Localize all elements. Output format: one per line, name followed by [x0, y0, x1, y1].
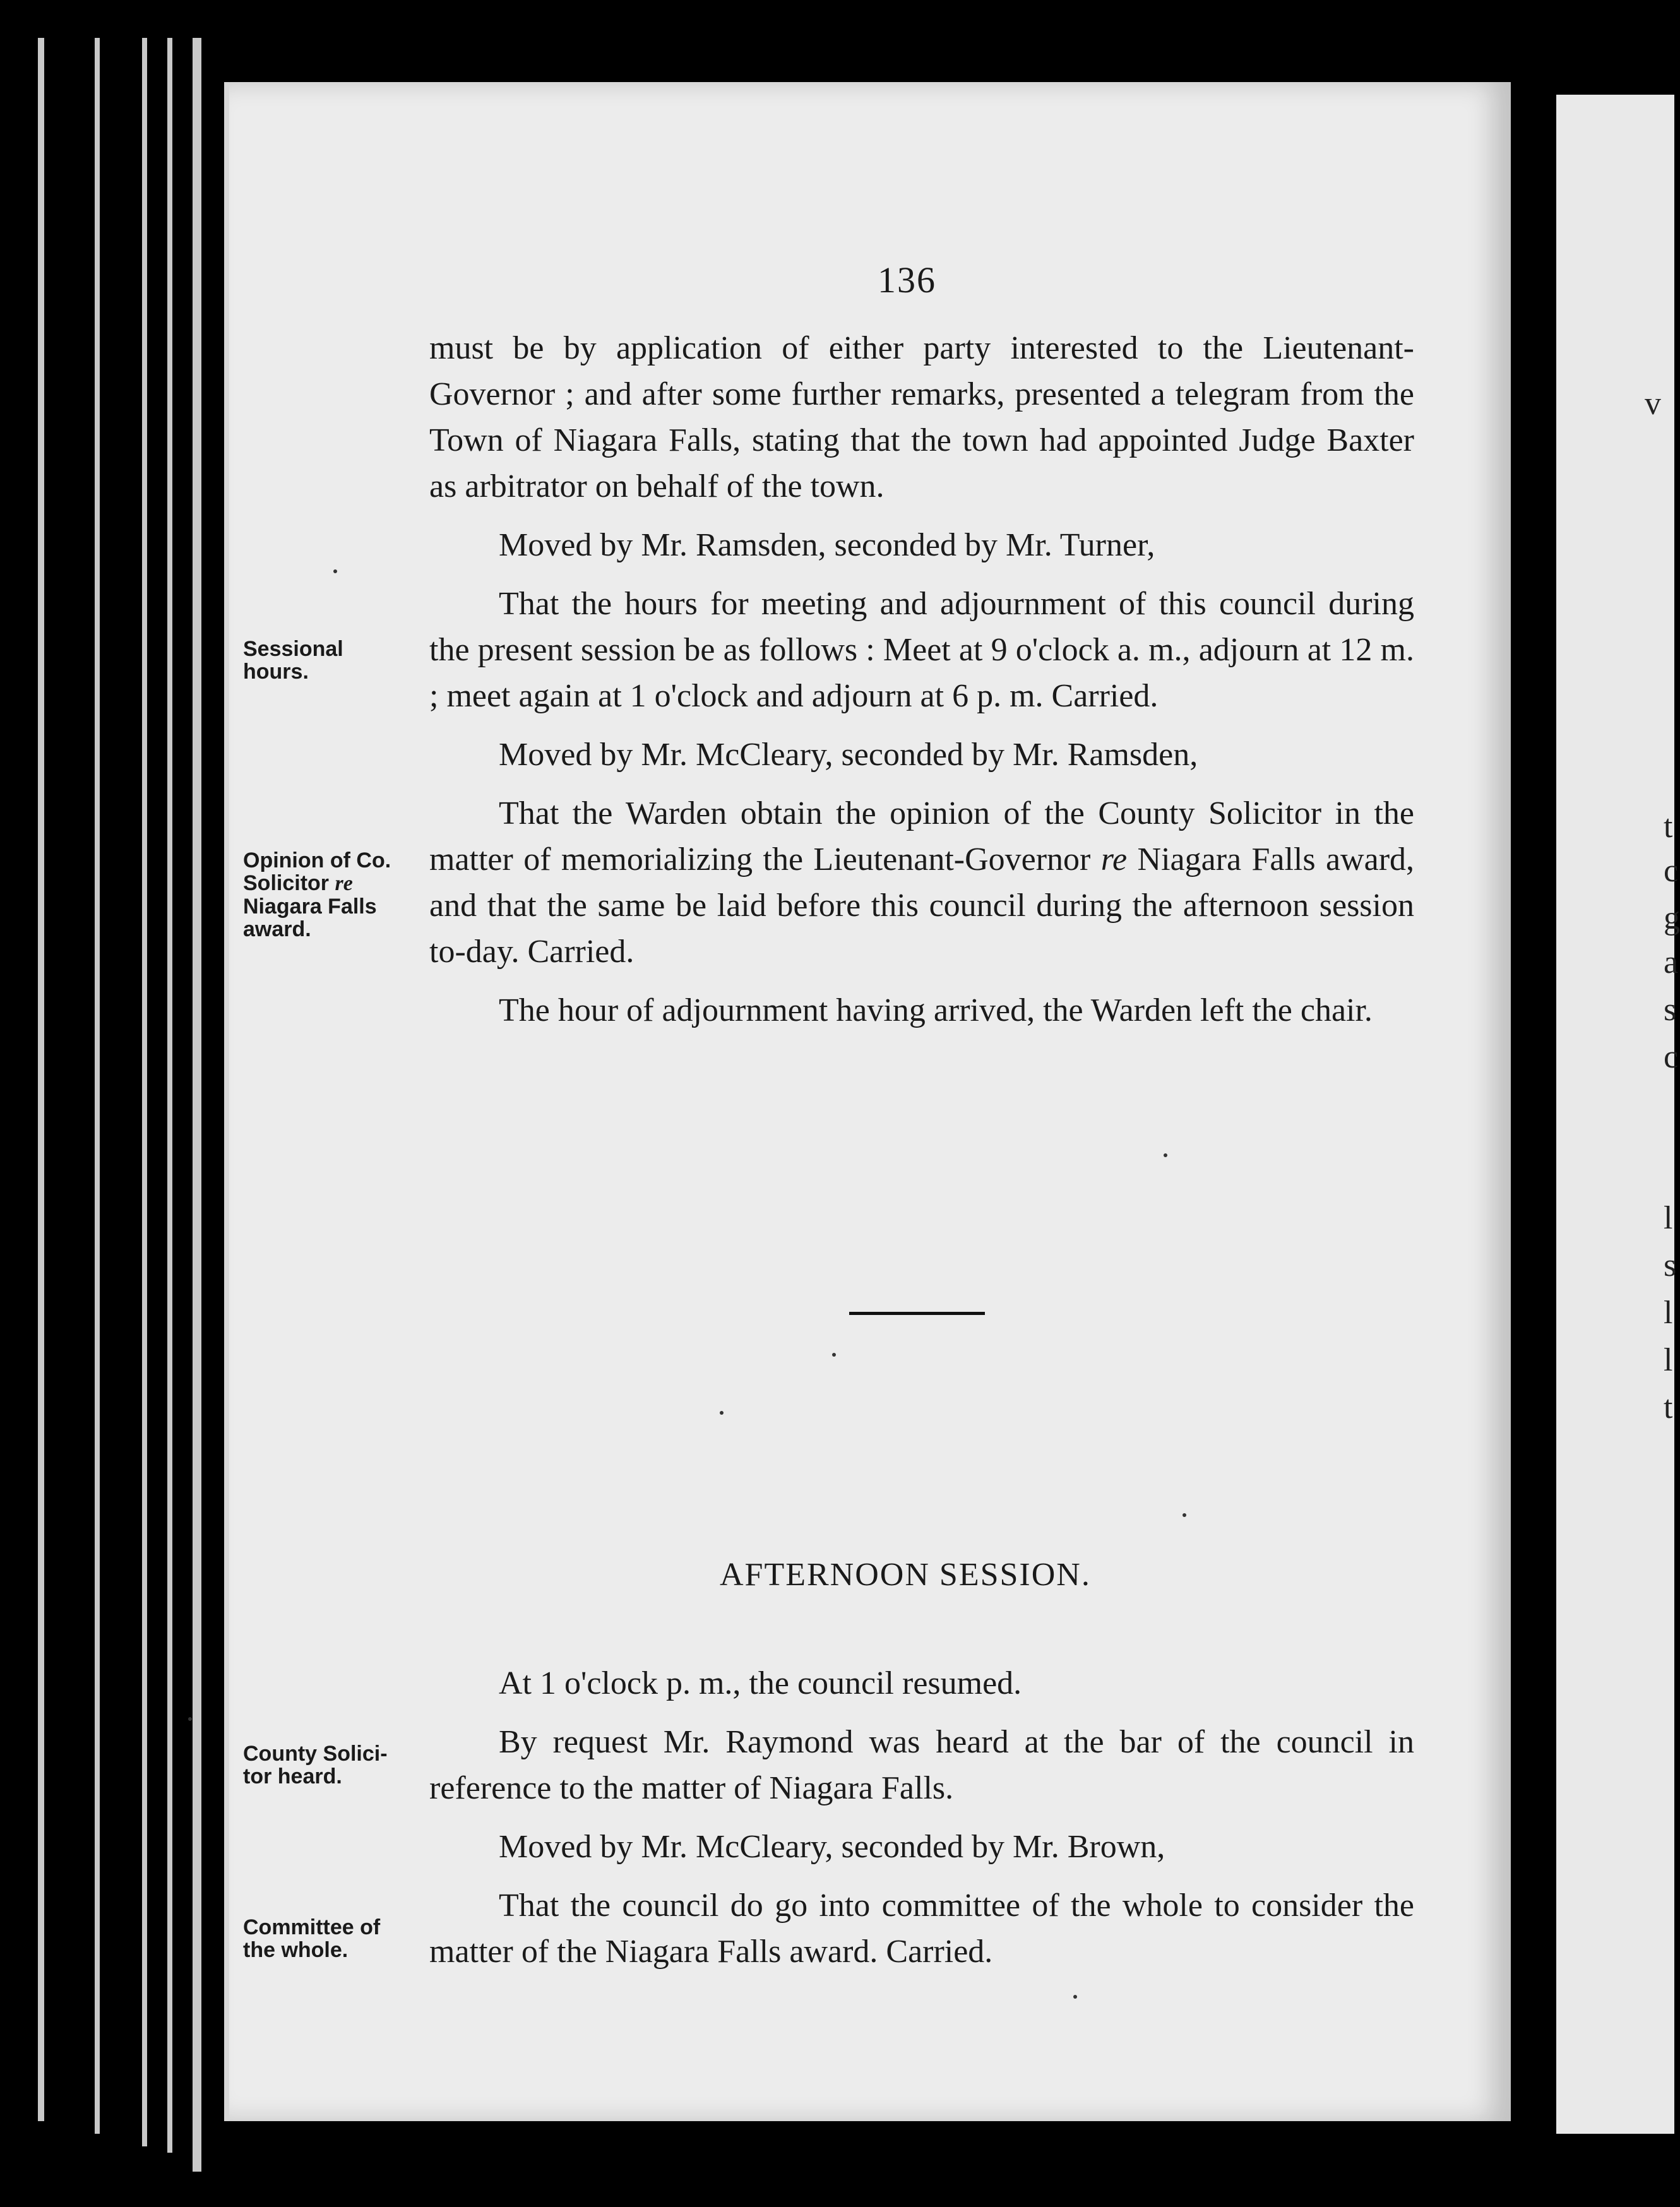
italic-re: re: [335, 872, 353, 895]
scan-speck: [1183, 1513, 1186, 1517]
scan-speck: [720, 1411, 724, 1415]
book-edge: [38, 38, 44, 2121]
italic-re: re: [1100, 842, 1128, 877]
book-edge: [95, 38, 100, 2134]
paragraph: The hour of adjournment having arrived, the Warden left the chair.: [499, 992, 1373, 1028]
page-number: 136: [878, 259, 936, 300]
minutes-block-afternoon: [429, 1660, 1414, 1987]
facing-page-letter: g: [1664, 900, 1680, 936]
facing-page-letter: c: [1664, 853, 1679, 889]
paragraph: That the council do go into committee of the whole to consider the matter of the Niagara Falls award. Carried.: [429, 1888, 1414, 1970]
scan-speck: [1164, 1153, 1167, 1157]
book-edge: [142, 38, 147, 2146]
margin-note-line: Sessional: [243, 637, 343, 661]
paragraph: Moved by Mr. McCleary, seconded by Mr. Ramsden,: [499, 737, 1198, 773]
text-run: Solicitor: [243, 871, 330, 895]
facing-page-letter: v: [1645, 386, 1661, 422]
minutes-block-morning: [429, 325, 1414, 1046]
facing-page-letter: t: [1664, 1389, 1673, 1425]
facing-page-edge: [1556, 95, 1680, 2134]
facing-page-letter: s: [1664, 992, 1677, 1028]
margin-note-county-solicitor: [243, 1742, 426, 1788]
margin-note-line: Committee of: [243, 1915, 381, 1939]
text-run: Niagara Falls award, and that the same be laid before this council during the afternoon session to-day. Carried.: [429, 842, 1415, 970]
facing-page-letter: l: [1664, 1200, 1673, 1236]
scan-speck: [333, 569, 337, 573]
section-heading: AFTERNOON SESSION.: [720, 1557, 1091, 1593]
margin-note-line: tor heard.: [243, 1764, 342, 1788]
scan-speck: [188, 1717, 192, 1721]
paragraph: [429, 790, 1414, 975]
facing-page-letter: l: [1664, 1342, 1673, 1378]
paragraph: Moved by Mr. McCleary, seconded by Mr. Brown,: [499, 1829, 1165, 1865]
margin-note-committee: [243, 1916, 426, 1961]
margin-note-line: award.: [243, 917, 311, 941]
margin-note-line: Niagara Falls: [243, 895, 377, 919]
book-edge: [167, 38, 172, 2153]
text-run: That the Warden obtain the opinion of the County Solicitor in the matter of memorializing the Lieutenant-Governor: [429, 795, 1414, 877]
margin-note-line: [243, 872, 426, 895]
scan-speck: [1073, 1995, 1077, 1999]
facing-page-letter: a: [1664, 944, 1679, 980]
margin-note-line: hours.: [243, 660, 309, 684]
scan-speck: [832, 1353, 836, 1357]
margin-note-line: the whole.: [243, 1938, 349, 1962]
book-edge: [193, 38, 201, 2172]
facing-page-letter: l: [1664, 1295, 1673, 1331]
paragraph: must be by application of either party interested to the Lieutenant-Governor ; and after some further remarks, presented a telegram from the Town of Niagara Falls, stating that the town had appointed Judge Baxter as arbitrator on behalf of the town.: [429, 330, 1414, 504]
paragraph: At 1 o'clock p. m., the council resumed.: [499, 1665, 1022, 1701]
margin-note-line: Opinion of Co.: [243, 848, 391, 872]
paragraph: By request Mr. Raymond was heard at the bar of the council in reference to the matter of Niagara Falls.: [429, 1724, 1414, 1806]
margin-note-sessional-hours: [243, 638, 426, 683]
section-divider: [849, 1312, 985, 1315]
paragraph: Moved by Mr. Ramsden, seconded by Mr. Turner,: [499, 527, 1155, 563]
paragraph: That the hours for meeting and adjournment of this council during the present session be as follows : Meet at 9 o'clock a. m., adjourn at 12 m. ; meet again at 1 o'clock and adjourn at 6 p. m. Carried.: [429, 586, 1414, 714]
facing-page-letter: t: [1664, 809, 1673, 845]
margin-note-opinion: [243, 849, 426, 941]
facing-page-letter: s: [1664, 1247, 1677, 1283]
margin-note-line: County Solici-: [243, 1742, 388, 1766]
facing-page-letter: c: [1664, 1039, 1679, 1075]
